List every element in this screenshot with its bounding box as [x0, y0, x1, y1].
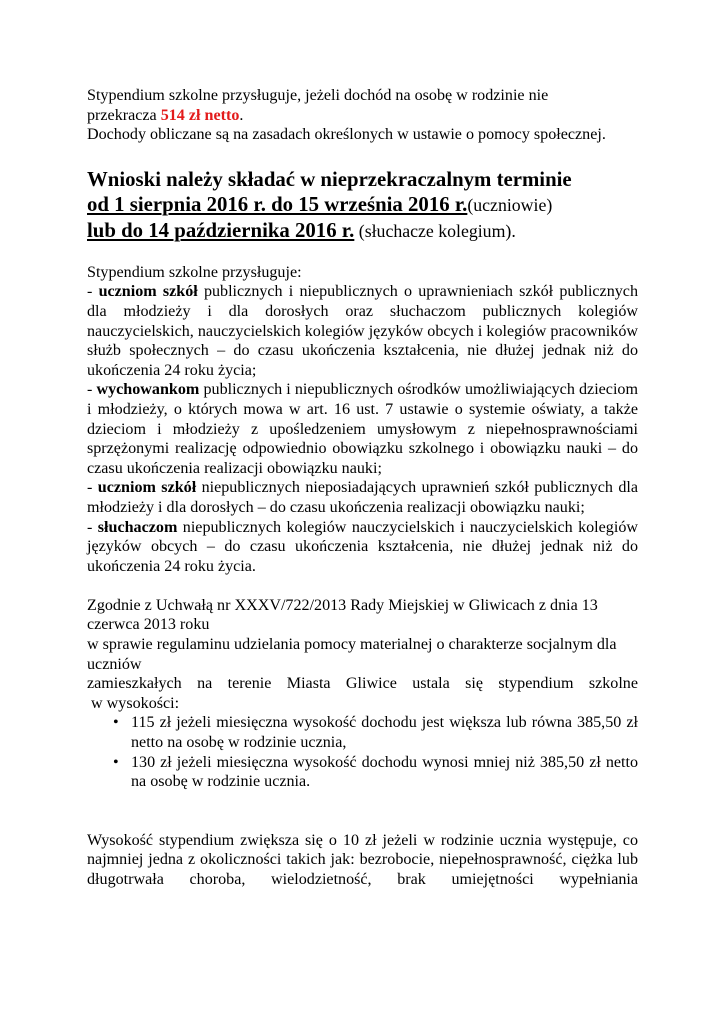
eligibility-item-4 [87, 518, 638, 577]
resolution-line-3-text: zamieszkałych na terenie Miasta Gliwice ustala się stypendium szkolne [87, 675, 638, 693]
resolution-line-3 [87, 674, 638, 694]
eligibility-item-1-text: publicznych i niepublicznych o uprawnieniach szkół publicznych dla młodzieży i dla dorosłych oraz słuchaczom publicznych kolegiów nauczycielskich, nauczycielskich kolegiów języków obcych i kolegiów pracowników służb społecznych – do czasu ukończenia kształcenia, nie dłużej jednak niż do ukończenia 24 roku życia; [87, 283, 638, 379]
deadline-line-1: Wnioski należy składać w nieprzekraczalnym terminie [87, 167, 572, 191]
resolution-line-4: w wysokości: [87, 694, 180, 712]
resolution-line-2: w sprawie regulaminu udzielania pomocy materialnej o charakterze socjalnym dla uczniów [87, 636, 617, 673]
deadline-heading [87, 167, 638, 244]
eligibility-lead: Stypendium szkolne przysługuje: [87, 263, 302, 281]
deadline-students-dates: od 1 sierpnia 2016 r. do 15 września 2016 r. [87, 192, 468, 216]
resolution-line-1: Zgodnie z Uchwałą nr XXXV/722/2013 Rady Miejskiej w Gliwicach z dnia 13 czerwca 2013 roku [87, 596, 598, 634]
stipend-amount-130: 130 zł jeżeli miesięczna wysokość dochodu wynosi mniej niż 385,50 zł netto na osobę w rodzinie ucznia. [131, 753, 638, 791]
list-item [113, 753, 638, 792]
deadline-students-label: (uczniowie) [467, 194, 553, 215]
eligibility-item-2-text: publicznych i niepublicznych ośrodków umożliwiających dzieciom i młodzieży, o których mowa w art. 16 ust. 7 ustawie o systemie oświaty, a także dzieciom i młodzieży z upośledzeniem umysłowym z niepełnosprawnościami sprzężonymi realizację odpowiednio obowiązku szkolnego i obowiązku nauki – do czasu ukończenia realizacji obowiązku nauki; [87, 381, 638, 477]
stipend-increase-paragraph: Wysokość stypendium zwiększa się o 10 zł jeżeli w rodzinie ucznia występuje, co najmniej jedna z okoliczności takich jak: bezrobocie, niepełnosprawność, ciężka lub długotrwała choroba, wielodzietność, brak umiejętności wypełniania [87, 831, 638, 888]
income-limit-amount: 514 zł netto [160, 106, 240, 124]
intro-line-2 [87, 106, 638, 126]
eligibility-item-1-bold: uczniom szkół [98, 283, 198, 301]
document-page [87, 86, 638, 890]
stipend-amount-list [87, 713, 638, 791]
intro-line-1 [87, 86, 638, 106]
eligibility-item-3-text: niepublicznych nieposiadających uprawnień szkół publicznych dla młodzieży i dla dorosłych – do czasu ukończenia realizacji obowiązku nauki; [87, 479, 638, 516]
bullet-icon: • [113, 714, 119, 732]
bullet-icon: • [113, 753, 119, 771]
eligibility-item-3 [87, 478, 638, 517]
list-item [113, 713, 638, 752]
deadline-college-date: lub do 14 października 2016 r. [87, 218, 355, 242]
deadline-line-2 [87, 192, 638, 218]
eligibility-item-2-bold: wychowankom [96, 381, 200, 399]
eligibility-dash: - [87, 381, 97, 399]
intro-prefix: przekracza [87, 106, 161, 124]
eligibility-item-4-text: niepublicznych kolegiów nauczycielskich i nauczycielskich kolegiów języków obcych – do czasu ukończenia kształcenia, nie dłużej jednak niż do ukończenia 24 roku życia. [87, 518, 638, 575]
eligibility-item-3-bold: uczniom szkół [97, 479, 197, 497]
eligibility-item-1 [87, 282, 638, 380]
deadline-line-3 [87, 218, 638, 244]
intro-income-rules: Dochody obliczane są na zasadach określonych w ustawie o pomocy społecznej. [87, 126, 606, 144]
eligibility-item-2 [87, 380, 638, 478]
intro-suffix: . [239, 106, 244, 124]
intro-line-1-text: Stypendium szkolne przysługuje, jeżeli dochód na osobę w rodzinie nie [87, 87, 549, 104]
deadline-college-label: (słuchacze kolegium). [354, 220, 516, 241]
eligibility-dash: - [87, 518, 98, 536]
eligibility-item-4-bold: słuchaczom [97, 518, 178, 536]
eligibility-dash: - [87, 283, 99, 301]
stipend-amount-115: 115 zł jeżeli miesięczna wysokość dochodu jest większa lub równa 385,50 zł netto na osobę w rodzinie ucznia, [131, 714, 638, 752]
eligibility-dash: - [87, 479, 98, 497]
